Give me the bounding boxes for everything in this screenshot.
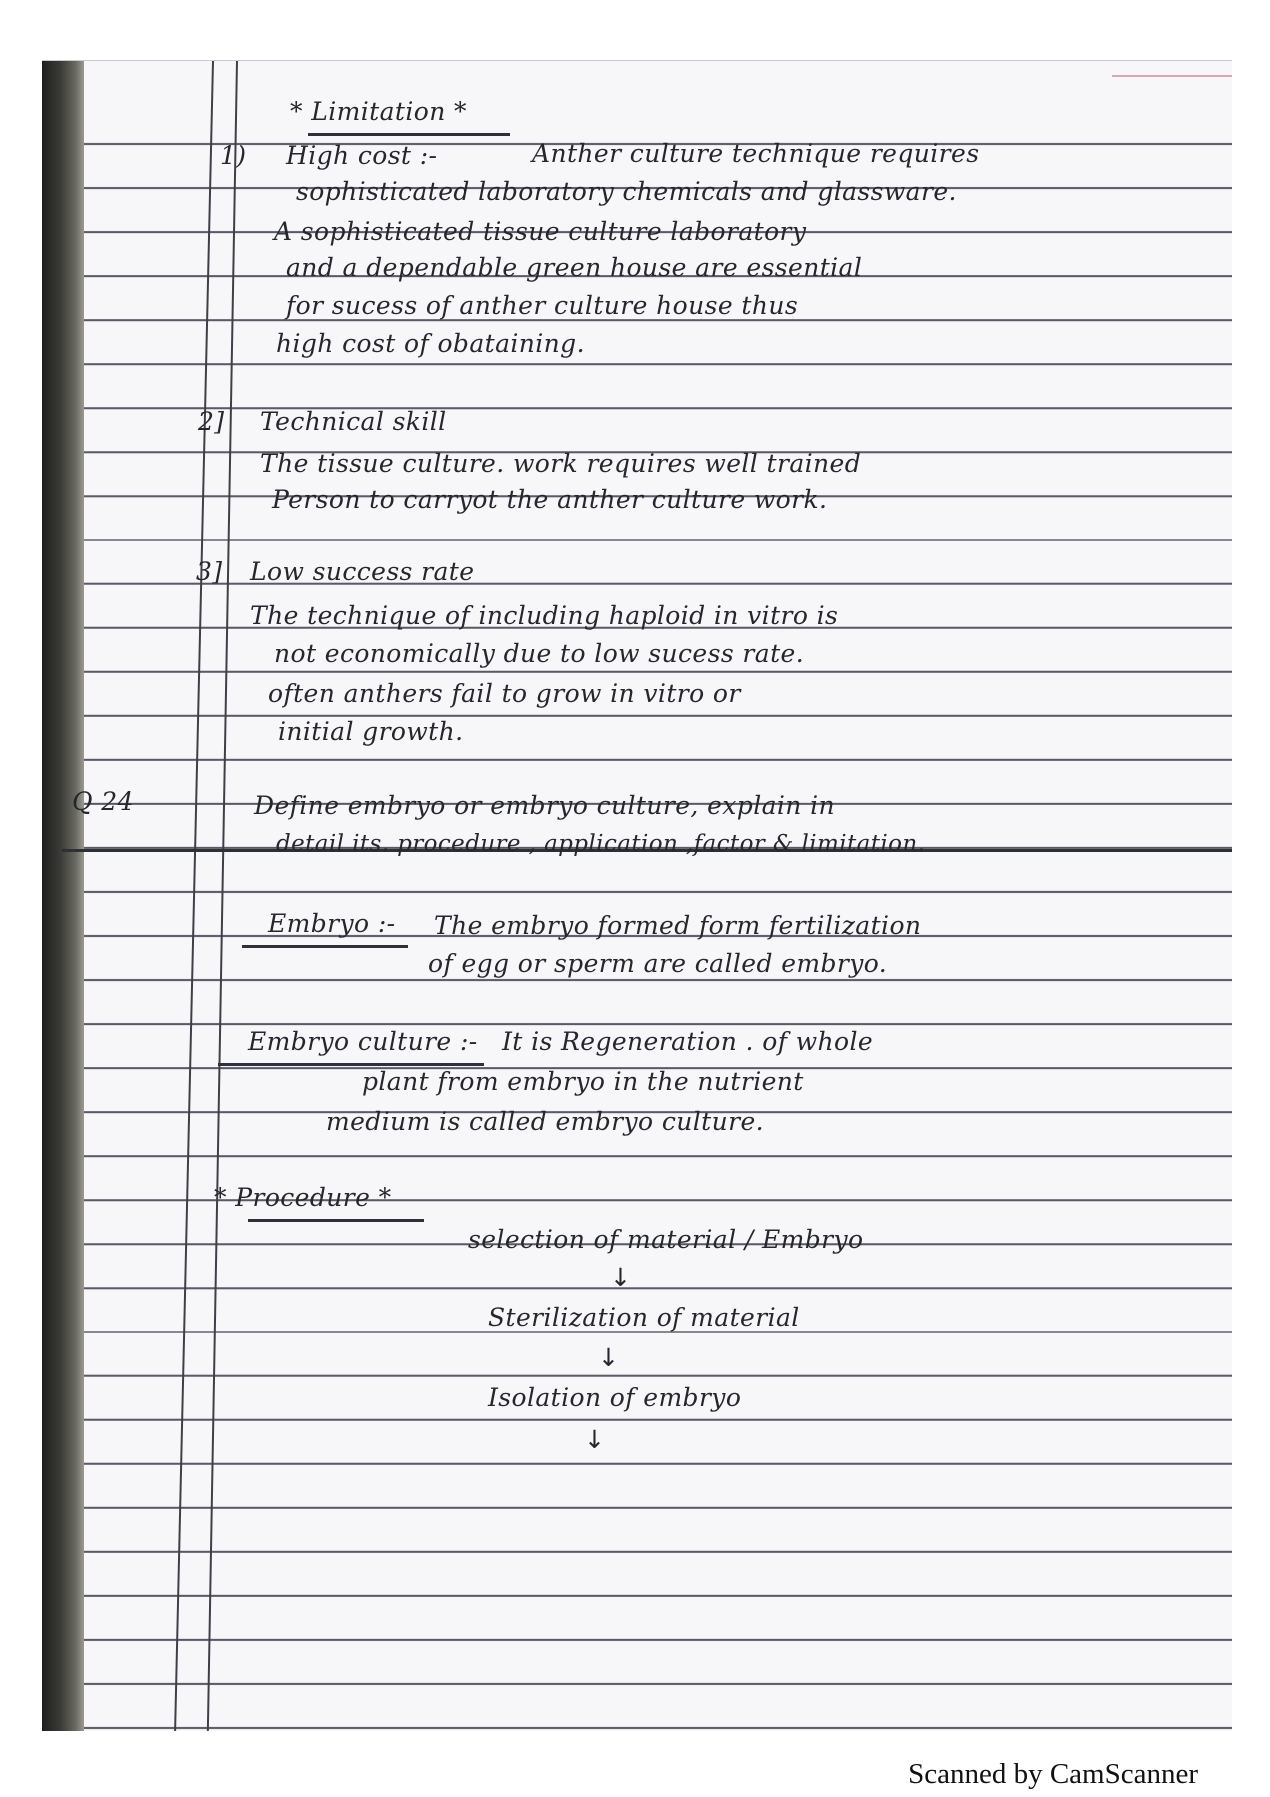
procedure-step-1: selection of material / Embryo [468,1225,864,1254]
point-2-line-2: Person to carryot the anther culture work. [272,485,828,514]
question-line-1: Define embryo or embryo culture, explain in [254,791,836,820]
embryo-term: Embryo :- [268,909,396,938]
embryo-culture-line-1: It is Regeneration . of whole [502,1027,874,1056]
procedure-step-3: Isolation of embryo [488,1383,742,1412]
point-3-line-3: often anthers fail to grow in vitro or [268,679,741,708]
notebook-binding [42,61,84,1731]
scanner-watermark: Scanned by CamScanner [908,1758,1198,1790]
point-1-number: 1) [220,141,247,170]
point-1-heading: High cost :- [286,141,438,170]
limitation-title-underline [308,133,510,136]
embryo-line-1: The embryo formed form fertilization [434,911,922,940]
procedure-title-underline [248,1219,424,1222]
point-1-line-5: for sucess of anther culture house thus [286,291,799,320]
page-top-line [1112,75,1232,77]
margin-line-right [207,61,238,1731]
limitation-title: * Limitation * [290,97,467,126]
point-3-heading: Low success rate [250,557,475,586]
embryo-culture-line-2: plant from embryo in the nutrient [362,1067,804,1096]
question-number: Q 24 [72,787,134,816]
procedure-arrow-2: ↓ [598,1343,620,1372]
point-3-line-2: not economically due to low sucess rate. [274,639,805,668]
point-1-line-1: Anther culture technique requires [532,139,980,168]
margin-line-left [174,61,214,1731]
embryo-line-2: of egg or sperm are called embryo. [428,949,888,978]
point-2-number: 2] [198,407,225,436]
point-3-line-1: The technique of including haploid in vitro is [250,601,839,630]
embryo-culture-term-underline [218,1063,484,1066]
point-1-line-6: high cost of obataining. [276,329,585,358]
question-line-2: detail its. procedure , application ,factor & limitation. [276,831,926,857]
procedure-title: * Procedure * [214,1183,392,1212]
embryo-term-underline [242,945,408,948]
point-1-line-2: sophisticated laboratory chemicals and glassware. [296,177,957,206]
point-2-heading: Technical skill [260,407,447,436]
embryo-culture-term: Embryo culture :- [248,1027,478,1056]
point-2-line-1: The tissue culture. work requires well trained [260,449,862,478]
point-3-line-4: initial growth. [278,717,464,746]
procedure-arrow-1: ↓ [610,1263,632,1292]
procedure-arrow-3: ↓ [584,1425,606,1454]
embryo-culture-line-3: medium is called embryo culture. [326,1107,764,1136]
point-3-number: 3] [196,557,223,586]
point-1-line-3: A sophisticated tissue culture laboratory [274,217,807,246]
notebook-page [42,60,1232,1731]
point-1-line-4: and a dependable green house are essential [286,253,863,282]
procedure-step-2: Sterilization of material [488,1303,800,1332]
